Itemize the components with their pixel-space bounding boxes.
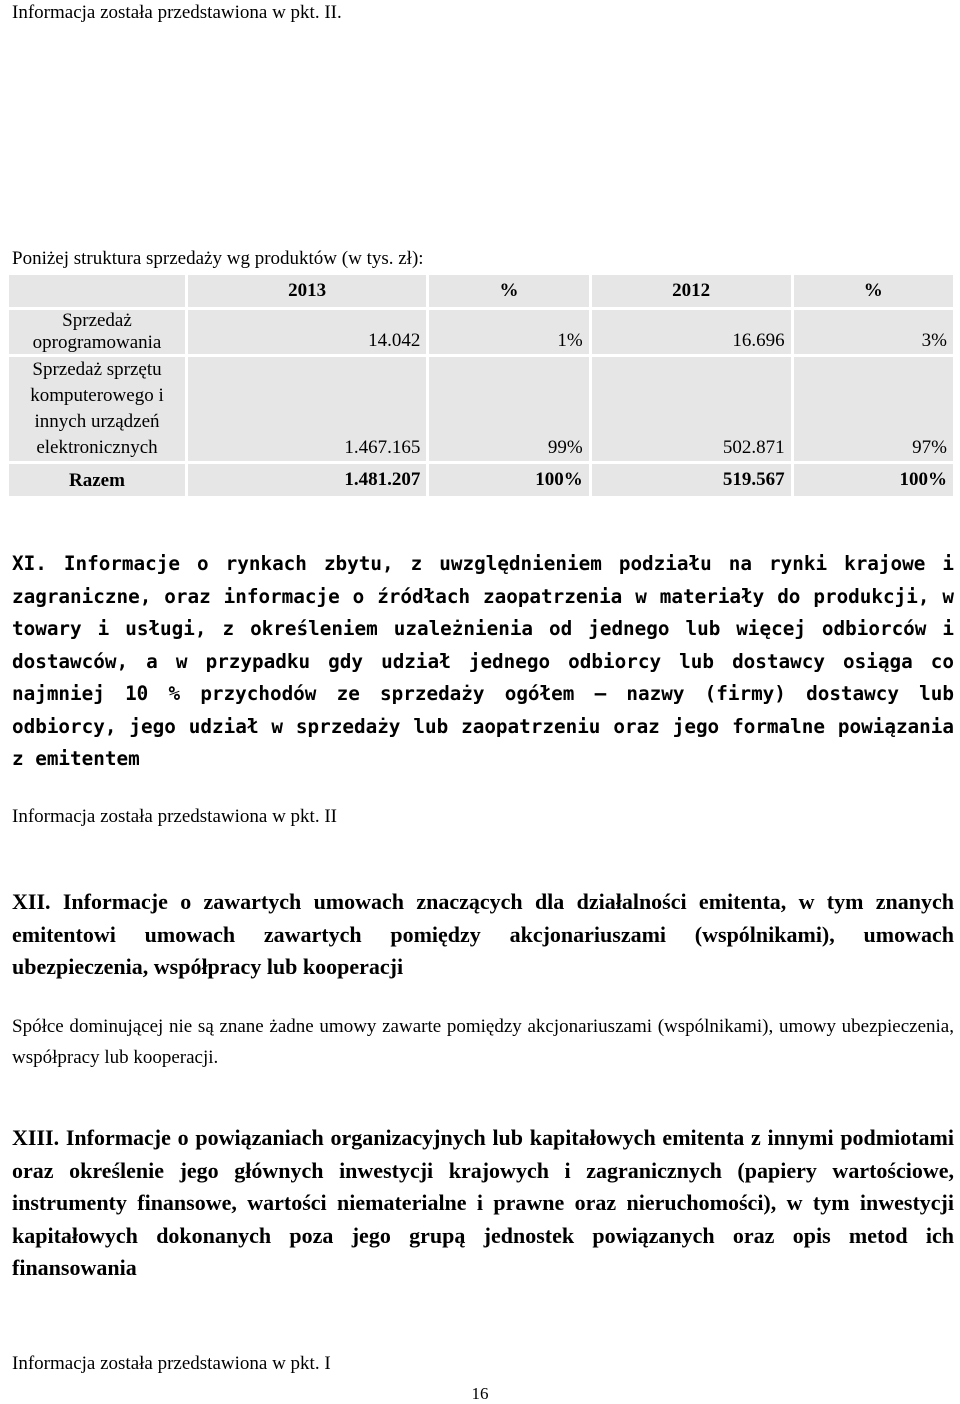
row-label-line: Sprzedaż sprzętu bbox=[32, 359, 162, 380]
row-label bbox=[9, 357, 185, 461]
row-label-line: innych urządzeń bbox=[34, 411, 160, 432]
percent-2013: 1% bbox=[429, 310, 588, 354]
section-xii-body: Spółce dominującej nie są znane żadne umowy zawarte pomiędzy akcjonariuszami (wspólnikami), umowy ubezpieczenia, współpracy lub kooperacji. bbox=[12, 1016, 954, 1068]
header-percent-2012: % bbox=[794, 275, 953, 307]
table-row bbox=[9, 310, 953, 354]
value-2012: 16.696 bbox=[592, 310, 791, 354]
row-label-line: Sprzedaż bbox=[62, 310, 132, 331]
percent-2012: 3% bbox=[794, 310, 953, 354]
header-percent-2013: % bbox=[429, 275, 588, 307]
sales-structure-table bbox=[6, 272, 956, 499]
section-xi-heading: XI. Informacje o rynkach zbytu, z uwzględnieniem podziału na rynki krajowe i zagraniczne, oraz informacje o źródłach zaopatrzenia w materiały do produkcji, w towary i usługi, z określeniem uzależnienia od jednego lub więcej odbiorców i dostawców, a w przypadku gdy udział jednego odbiorcy lub dostawcy osiąga co najmniej 10 % przychodów ze sprzedaży ogółem – nazwy (firmy) dostawcy lub odbiorcy, jego udział w sprzedaży lub zaopatrzeniu oraz jego formalne powiązania z emitentem bbox=[12, 552, 954, 770]
value-2012: 502.871 bbox=[592, 357, 791, 461]
total-2013: 1.481.207 bbox=[188, 464, 426, 496]
total-percent-2012: 100% bbox=[794, 464, 953, 496]
table-header-row bbox=[9, 275, 953, 307]
header-empty-cell bbox=[9, 275, 185, 307]
row-label-line: oprogramowania bbox=[32, 332, 162, 353]
row-label-line: elektronicznych bbox=[36, 437, 158, 458]
section-xiii-info: Informacja została przedstawiona w pkt. I bbox=[12, 1353, 331, 1374]
row-label-line: komputerowego i bbox=[30, 385, 164, 406]
section-xii-heading: XII. Informacje o zawartych umowach znaczących dla działalności emitenta, w tym znanych emitentowi umowach zawartych pomiędzy akcjonariuszami (wspólnikami), umowach ubezpieczenia, współpracy lub kooperacji bbox=[12, 889, 954, 979]
sales-intro-text: Poniżej struktura sprzedaży wg produktów (w tys. zł): bbox=[12, 248, 424, 269]
value-2013: 14.042 bbox=[188, 310, 426, 354]
total-label: Razem bbox=[9, 464, 185, 496]
header-2013: 2013 bbox=[188, 275, 426, 307]
table-total-row bbox=[9, 464, 953, 496]
table-row bbox=[9, 357, 953, 461]
section-xiii-heading: XIII. Informacje o powiązaniach organizacyjnych lub kapitałowych emitenta z innymi podmiotami oraz określenie jego głównych inwestycji krajowych i zagranicznych (papiery wartościowe, instrumenty finansowe, wartości niematerialne i prawne oraz nieruchomości), w tym inwestycji kapitałowych dokonanych poza jego grupą jednostek powiązanych oraz opis metod ich finansowania bbox=[12, 1125, 954, 1280]
percent-2012: 97% bbox=[794, 357, 953, 461]
total-2012: 519.567 bbox=[592, 464, 791, 496]
header-2012: 2012 bbox=[592, 275, 791, 307]
percent-2013: 99% bbox=[429, 357, 588, 461]
value-2013: 1.467.165 bbox=[188, 357, 426, 461]
top-info-text: Informacja została przedstawiona w pkt. II. bbox=[12, 2, 342, 23]
row-label bbox=[9, 310, 185, 354]
section-xi-info: Informacja została przedstawiona w pkt. II bbox=[12, 806, 337, 827]
total-percent-2013: 100% bbox=[429, 464, 588, 496]
page-number: 16 bbox=[471, 1384, 489, 1403]
